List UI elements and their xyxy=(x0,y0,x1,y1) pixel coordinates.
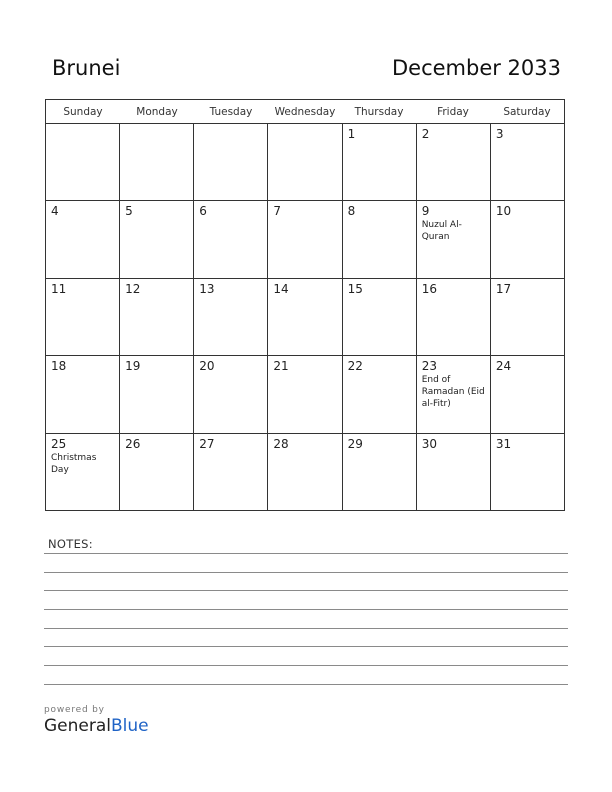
day-number: 13 xyxy=(199,281,215,296)
day-cell-11 xyxy=(46,279,120,355)
day-number: 18 xyxy=(51,359,67,374)
day-number: 22 xyxy=(347,359,363,374)
day-number: 29 xyxy=(347,436,363,451)
day-cell-6 xyxy=(194,201,268,277)
day-cell-24 xyxy=(491,356,564,432)
day-cell-23 xyxy=(417,356,491,432)
day-cell-2 xyxy=(417,124,491,200)
day-cell-30 xyxy=(417,434,491,510)
brand-general-text: General xyxy=(44,716,111,736)
day-number: 30 xyxy=(421,436,437,451)
day-number: 19 xyxy=(125,359,141,374)
day-number: 8 xyxy=(347,204,356,219)
calendar-month-year: December 2033 xyxy=(391,56,561,80)
day-cell-12 xyxy=(120,279,194,355)
week-row xyxy=(46,279,564,356)
day-cell-26 xyxy=(120,434,194,510)
notes-label: NOTES: xyxy=(48,537,93,551)
day-cell-8 xyxy=(343,201,417,277)
day-number: 23 xyxy=(421,359,437,374)
day-cell-4 xyxy=(46,201,120,277)
day-cell-25 xyxy=(46,434,120,510)
day-number: 10 xyxy=(495,204,512,219)
day-cell-7 xyxy=(268,201,342,277)
weekday-sunday: Sunday xyxy=(63,106,103,118)
holiday-label: Nuzul Al-Quran xyxy=(421,220,462,243)
day-number: 5 xyxy=(125,204,133,219)
day-number: 7 xyxy=(273,204,282,219)
day-number: 31 xyxy=(495,436,512,451)
day-cell-22 xyxy=(343,356,417,432)
notes-line xyxy=(44,684,568,685)
day-cell-5 xyxy=(120,201,194,277)
brand-blue-text: Blue xyxy=(111,716,149,736)
day-cell-15 xyxy=(343,279,417,355)
day-cell-16 xyxy=(417,279,491,355)
day-number: 1 xyxy=(347,127,356,141)
day-number: 15 xyxy=(347,281,363,296)
day-number: 25 xyxy=(51,436,67,451)
day-number: 20 xyxy=(199,359,215,374)
day-cell-29 xyxy=(343,434,417,510)
day-cell-14 xyxy=(268,279,342,355)
weekday-friday: Friday xyxy=(437,106,469,118)
day-number: 4 xyxy=(51,204,59,219)
calendar-grid xyxy=(45,99,565,511)
generalblue-logo xyxy=(44,704,149,736)
calendar-country: Brunei xyxy=(52,56,121,80)
day-number: 6 xyxy=(199,204,207,219)
day-number: 11 xyxy=(51,281,67,296)
day-number: 14 xyxy=(273,281,289,296)
notes-line xyxy=(44,646,568,647)
notes-line xyxy=(44,553,568,554)
day-cell-13 xyxy=(194,279,268,355)
day-number: 3 xyxy=(495,127,504,141)
day-cell-9 xyxy=(417,201,491,277)
weekday-wednesday: Wednesday xyxy=(274,106,336,118)
day-cell-28 xyxy=(268,434,342,510)
day-cell-18 xyxy=(46,356,120,432)
day-cell-empty xyxy=(120,124,194,200)
week-row xyxy=(46,356,564,433)
weekday-monday: Monday xyxy=(136,106,178,118)
weekday-tuesday: Tuesday xyxy=(209,106,253,118)
powered-by-text: powered by xyxy=(44,705,105,715)
day-cell-empty xyxy=(46,124,120,200)
day-number: 16 xyxy=(421,281,437,296)
day-number: 12 xyxy=(125,281,141,296)
day-cell-21 xyxy=(268,356,342,432)
day-number: 17 xyxy=(495,281,512,296)
day-cell-1 xyxy=(343,124,417,200)
day-cell-empty xyxy=(194,124,268,200)
day-cell-17 xyxy=(491,279,564,355)
calendar-weeks xyxy=(46,124,564,510)
notes-line xyxy=(44,665,568,666)
day-number: 2 xyxy=(421,127,430,141)
notes-line xyxy=(44,590,568,591)
notes-line xyxy=(44,628,568,629)
holiday-label: Christmas Day xyxy=(51,452,97,475)
day-number: 28 xyxy=(273,436,289,451)
notes-line xyxy=(44,572,568,573)
weekday-saturday: Saturday xyxy=(503,106,551,118)
day-number: 9 xyxy=(421,204,430,219)
week-row xyxy=(46,434,564,510)
day-cell-3 xyxy=(491,124,564,200)
day-number: 24 xyxy=(495,359,512,374)
day-number: 26 xyxy=(125,436,141,451)
day-number: 27 xyxy=(199,436,215,451)
day-cell-27 xyxy=(194,434,268,510)
day-cell-19 xyxy=(120,356,194,432)
notes-line xyxy=(44,609,568,610)
week-row xyxy=(46,201,564,278)
brand-name xyxy=(44,716,149,736)
day-cell-empty xyxy=(268,124,342,200)
day-cell-31 xyxy=(491,434,564,510)
day-number: 21 xyxy=(273,359,289,374)
weekday-thursday: Thursday xyxy=(354,106,404,118)
week-row xyxy=(46,124,564,201)
holiday-label: End of Ramadan (Eid al-Fitr) xyxy=(421,375,485,410)
day-cell-10 xyxy=(491,201,564,277)
day-cell-20 xyxy=(194,356,268,432)
weekday-header-row xyxy=(46,100,564,124)
